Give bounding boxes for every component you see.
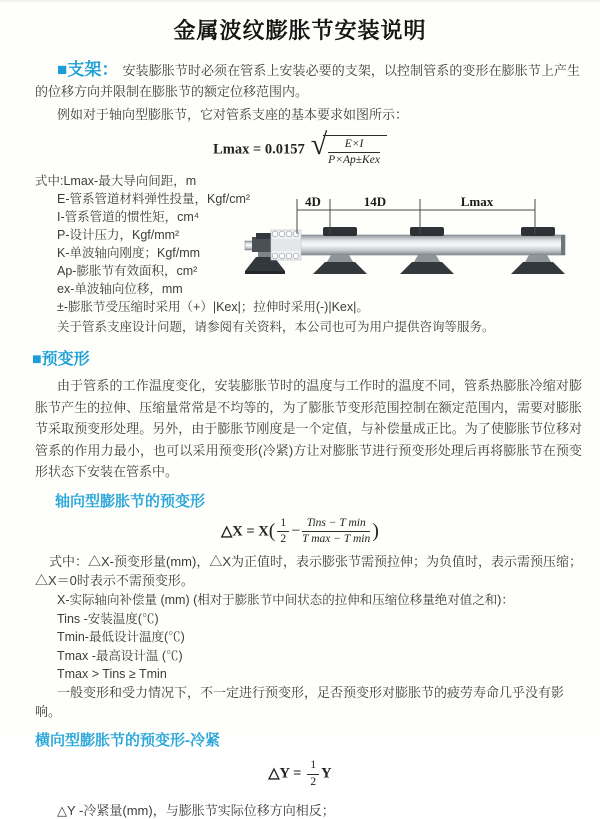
definition-line: 式中:Lmax-最大导向间距，m <box>35 174 197 189</box>
definition-line: Tmin-最低设计温度(℃) <box>57 630 185 645</box>
definition-line: Tmax -最高设计温 (℃) <box>57 648 183 663</box>
definition-line: I-管系管道的惯性矩，cm⁴ <box>57 210 200 225</box>
definition-line: Tmax > Tins ≥ Tmin <box>57 667 167 681</box>
pipe-end-cap <box>561 235 565 255</box>
sqrt-sign-glyph: √ <box>310 128 328 161</box>
support-intro-text: 安装膨胀节时必须在管系上安装必要的支架，以控制管系的变形在膨胀节上产生的位移方向并限制在膨胀节的额定位移范围内。 <box>35 63 580 99</box>
definition-line: Ap-膨胀节有效面积，cm² <box>57 264 198 279</box>
lmax-formula-lhs: Lmax = 0.0157 <box>213 141 305 158</box>
support-paragraph <box>35 59 580 102</box>
lmax-formula <box>0 128 600 167</box>
section-heading-support: ■支架： <box>57 60 119 79</box>
definition-line: K-单波轴向刚度；Kgf/mm <box>57 246 201 261</box>
predeform-paragraph: 由于管系的工作温度变化，安装膨胀节时的温度与工作时的温度不同，管系热膨胀冷缩对膨胀节产生的拉伸、压缩量常常是不均等的，为了膨胀节变形范围控制在额定范围内，需要对膨胀节采取预变形处理。另外，由于膨胀节刚度是一个定值，与补偿量成正比。为了使膨胀节位移对管系的作用力最小，也可以采用预变形(冷紧)方让对膨胀节进行预变形处理后再将膨胀节在预变形状态下安装在管系中。 <box>35 378 582 480</box>
definition-line: X-实际轴向补偿量 (mm) (相对于膨胀节中间状态的拉伸和压缩位移量绝对值之和)： <box>57 593 514 608</box>
close-paren: ) <box>372 520 379 543</box>
axial-note-text: 一般变形和受力情况下，不一定进行预变形，足否预变形对膨胀节的疲劳寿命几乎没有影响。 <box>35 685 565 719</box>
sqrt-radical <box>310 128 387 167</box>
minus-sign: − <box>291 522 301 540</box>
definition-line: P-设计压力，Kgf/mm² <box>57 228 180 243</box>
open-paren: ( <box>268 520 276 543</box>
support-note-text: 关于管系支座设计问题，请参阅有关资料，本公司也可为用户提供咨询等服务。 <box>57 320 495 335</box>
dimension-label-lmax: Lmax <box>460 194 494 209</box>
subheading-axial: 轴向型膨胀节的预变形 <box>55 492 206 510</box>
subheading-lateral: 横向型膨胀节的预变形-冷紧 <box>35 732 220 750</box>
definition-line: ex-单波轴向位移，mm <box>57 282 183 297</box>
lmax-fraction <box>328 138 380 167</box>
axial-definitions <box>57 591 580 683</box>
pipe <box>277 235 565 255</box>
section-heading-predeform: ■预变形 <box>32 351 90 369</box>
pipe-support-diagram <box>243 194 595 294</box>
page-title: 金属波纹膨胀节安装说明 <box>173 18 427 43</box>
lmax-fraction-denominator: P×Ap±Kex <box>328 154 380 167</box>
lateral-formula-rhs: Y <box>321 765 332 782</box>
support-example-text: 例如对于轴向型膨胀节，它对管系支座的基本要求如图所示： <box>57 107 409 122</box>
lateral-note-text: △Y -冷紧量(mm)，与膨胀节实际位移方向相反； <box>57 802 335 818</box>
definition-line: E-管系管道材料弹性投量，Kgf/cm² <box>57 192 251 207</box>
axial-formula-lhs: △X = X <box>221 523 269 540</box>
bellows <box>271 230 301 260</box>
one-half-fraction: $\frac{1}{2}$ <box>307 759 319 788</box>
lateral-formula-lhs: △Y = <box>268 765 302 782</box>
lateral-formula <box>0 759 600 788</box>
axial-formula <box>0 517 600 546</box>
temperature-fraction: $\frac{\text{Tins − T min}}{\text{T max − T min}}$ <box>302 516 371 546</box>
one-half-fraction: $\frac{1}{2}$ <box>277 517 289 546</box>
definition-line: Tins -安装温度(℃) <box>57 611 159 626</box>
axial-explain-text: 式中：△X-预变形量(mm)，△X为正值时，表示膨张节需预拉伸；为负值时，表示需预压缩；△X＝0时表示不需预变形。 <box>35 554 582 588</box>
dimension-labels <box>305 194 494 209</box>
definition-line: ±-膨胀节受压缩时采用（+）|Kex|；拉伸时采用(-)|Kex|。 <box>57 300 369 315</box>
dimension-label-4d: 4D <box>305 194 321 209</box>
dimension-label-14d: 14D <box>363 194 387 209</box>
lmax-fraction-numerator: E×I <box>328 138 380 153</box>
